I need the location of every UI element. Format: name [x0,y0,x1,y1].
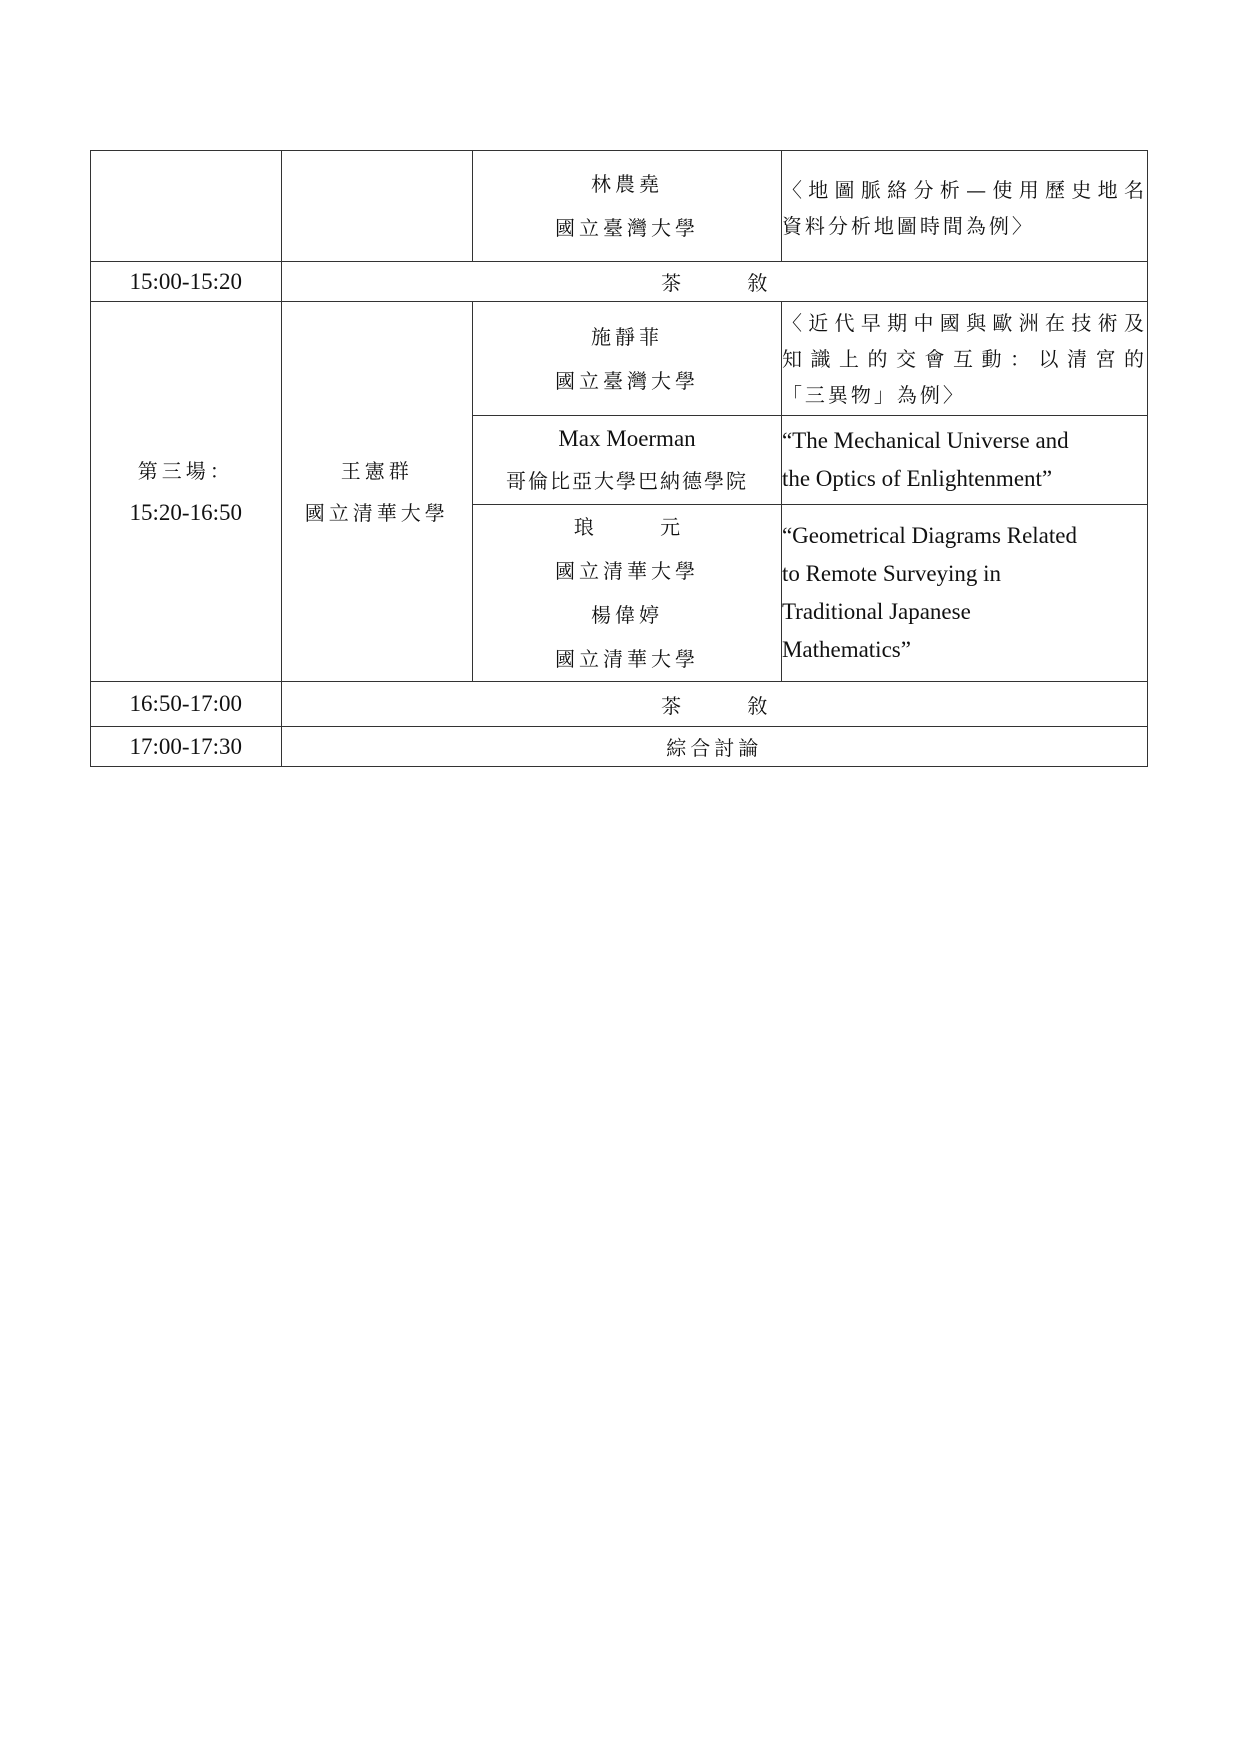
session-label: 第三場： [137,458,234,483]
talk-title-line: 〈近代早期中國與歐洲在技術及 [781,310,1147,335]
presenter-name: 林農堯 [591,172,663,196]
chair-cell [281,302,473,682]
talk-title-cell [781,302,1147,416]
presenter-cell [473,151,782,262]
talk-title-line: 資料分析地圖時間為例〉 [781,214,1035,238]
empty-time-cell [91,151,282,262]
presenter-affiliation: 國立臺灣大學 [555,216,699,240]
table-row [91,262,1148,302]
schedule-table [90,150,1148,767]
discussion-time: 17:00-17:30 [91,727,282,767]
talk-title-line: Mathematics” [781,637,911,662]
presenter-name [473,505,781,549]
presenter-affiliation: 哥倫比亞大學巴納德學院 [506,469,748,493]
presenter-name-text: 琅 元 [573,515,711,539]
table-row [91,151,1148,262]
break-time: 16:50-17:00 [91,682,282,727]
table-row [91,682,1148,727]
talk-title-line: Traditional Japanese [781,599,971,624]
talk-title-cell [781,151,1147,262]
presenter-affiliation: 國立清華大學 [555,647,699,671]
session-cell [91,302,282,682]
talk-title-line: 〈地圖脈絡分析—使用歷史地名 [781,178,1147,202]
break-label-text: 茶 敘 [661,271,798,295]
break-label [281,262,1147,302]
table-row [91,302,1148,416]
talk-title-cell [781,505,1147,682]
chair-affiliation: 國立清華大學 [304,500,449,525]
break-label [281,682,1147,727]
presenter-affiliation: 國立清華大學 [555,559,699,583]
chair-name: 王憲群 [340,458,413,483]
talk-title-line: to Remote Surveying in [781,561,1002,586]
discussion-label: 綜合討論 [281,727,1147,767]
talk-title-line: “Geometrical Diagrams Related [781,523,1077,548]
presenter-name: Max Moerman [558,426,696,451]
presenter-cell [473,505,782,682]
talk-title-cell [781,416,1147,505]
talk-title-line: 知識上的交會互動：以清宮的 [781,346,1147,371]
presenter-name: 楊偉婷 [591,603,663,627]
presenter-affiliation: 國立臺灣大學 [555,368,699,393]
break-time: 15:00-15:20 [91,262,282,302]
talk-title-line: the Optics of Enlightenment” [781,466,1053,491]
presenter-cell [473,416,782,505]
presenter-cell [473,302,782,416]
table-row [91,727,1148,767]
session-time: 15:20-16:50 [129,499,242,525]
empty-chair-cell [281,151,473,262]
talk-title-line: 「三異物」為例〉 [781,382,966,407]
talk-title-line: “The Mechanical Universe and [781,428,1069,453]
break-label-text: 茶 敘 [661,693,798,718]
presenter-name: 施靜菲 [591,324,663,349]
